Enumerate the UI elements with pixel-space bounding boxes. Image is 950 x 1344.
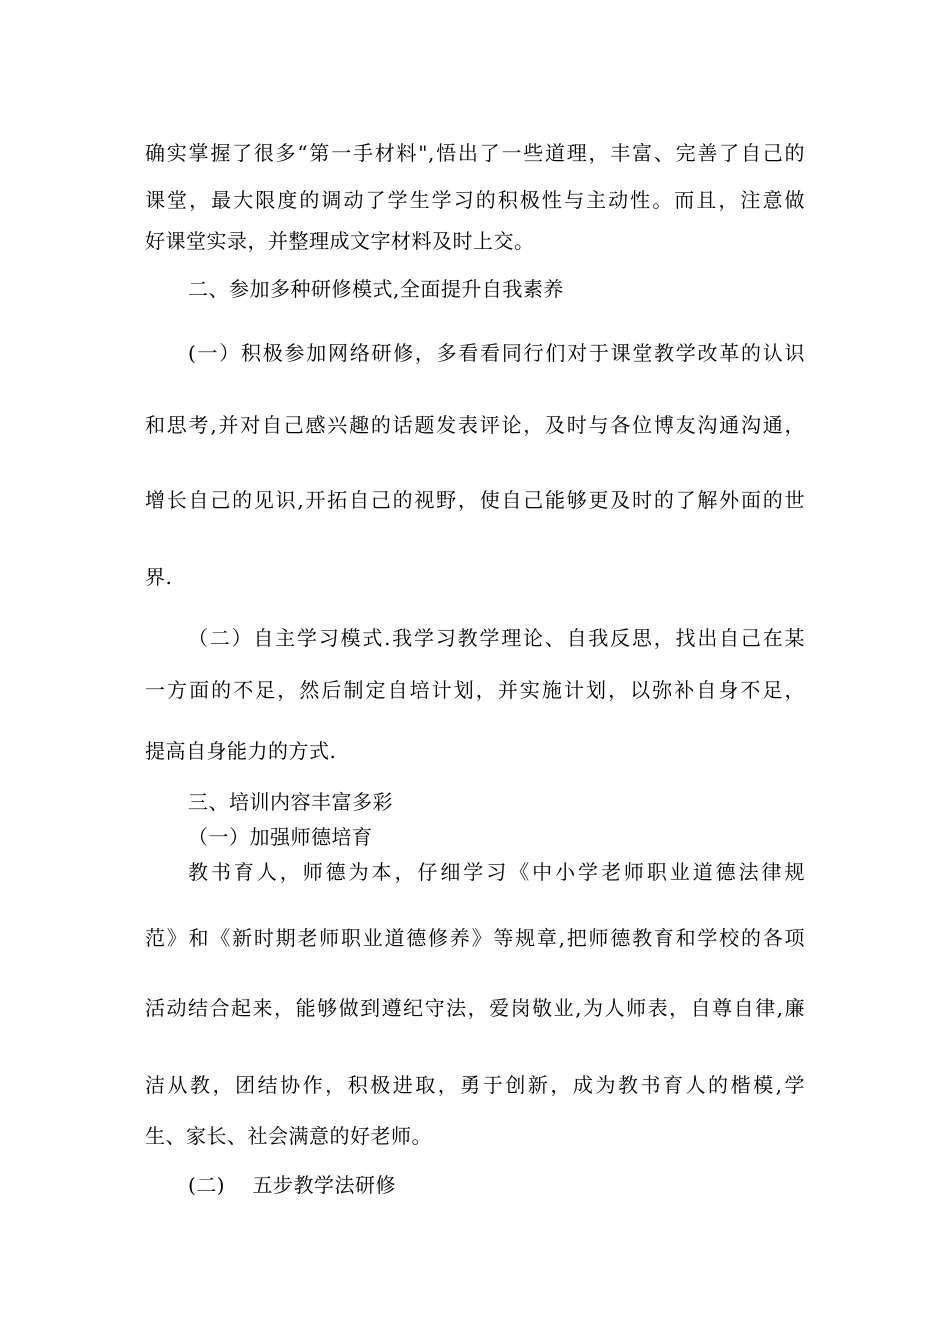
- paragraph-line: （二）自主学习模式.我学习教学理论、自我反思，找出自己在某: [188, 626, 805, 650]
- paragraph-line: 教书育人，师德为本，仔细学习《中小学老师职业道德法律规: [188, 860, 805, 884]
- paragraph-line: 洁从教，团结协作，积极进取，勇于创新，成为教书育人的楷模,学: [145, 1073, 805, 1097]
- paragraph-line: 和思考,并对自己感兴趣的话题发表评论，及时与各位博友沟通沟通，: [145, 413, 805, 437]
- paragraph-line: 生、家长、社会满意的好老师。: [145, 1124, 432, 1148]
- section-heading: 二、参加多种研修模式,全面提升自我素养: [188, 277, 564, 301]
- paragraph-line: 范》和《新时期老师职业道德修养》等规章,把师德教育和学校的各项: [145, 926, 805, 950]
- subsection-heading: （一）加强师德培育: [188, 825, 373, 849]
- subsection-heading: (二) 五步教学法研修: [188, 1173, 397, 1197]
- paragraph-line: 好课堂实录，并整理成文字材料及时上交。: [145, 229, 535, 253]
- section-heading: 三、培训内容丰富多彩: [188, 790, 393, 814]
- paragraph-line: 活动结合起来，能够做到遵纪守法，爱岗敬业,为人师表，自尊自律,廉: [145, 996, 805, 1020]
- paragraph-line: 课堂，最大限度的调动了学生学习的积极性与主动性。而且，注意做: [145, 188, 805, 212]
- paragraph-line: 界.: [145, 565, 173, 589]
- paragraph-line: 一方面的不足，然后制定自培计划，并实施计划，以弥补自身不足，: [145, 678, 805, 702]
- paragraph-line: (一）积极参加网络研修，多看看同行们对于课堂教学改革的认识: [188, 341, 805, 365]
- paragraph-line: 确实掌握了很多“第一手材料",悟出了一些道理，丰富、完善了自己的: [145, 141, 805, 165]
- paragraph-line: 增长自己的见识,开拓自己的视野，使自己能够更及时的了解外面的世: [145, 488, 805, 512]
- paragraph-line: 提高自身能力的方式.: [145, 739, 337, 763]
